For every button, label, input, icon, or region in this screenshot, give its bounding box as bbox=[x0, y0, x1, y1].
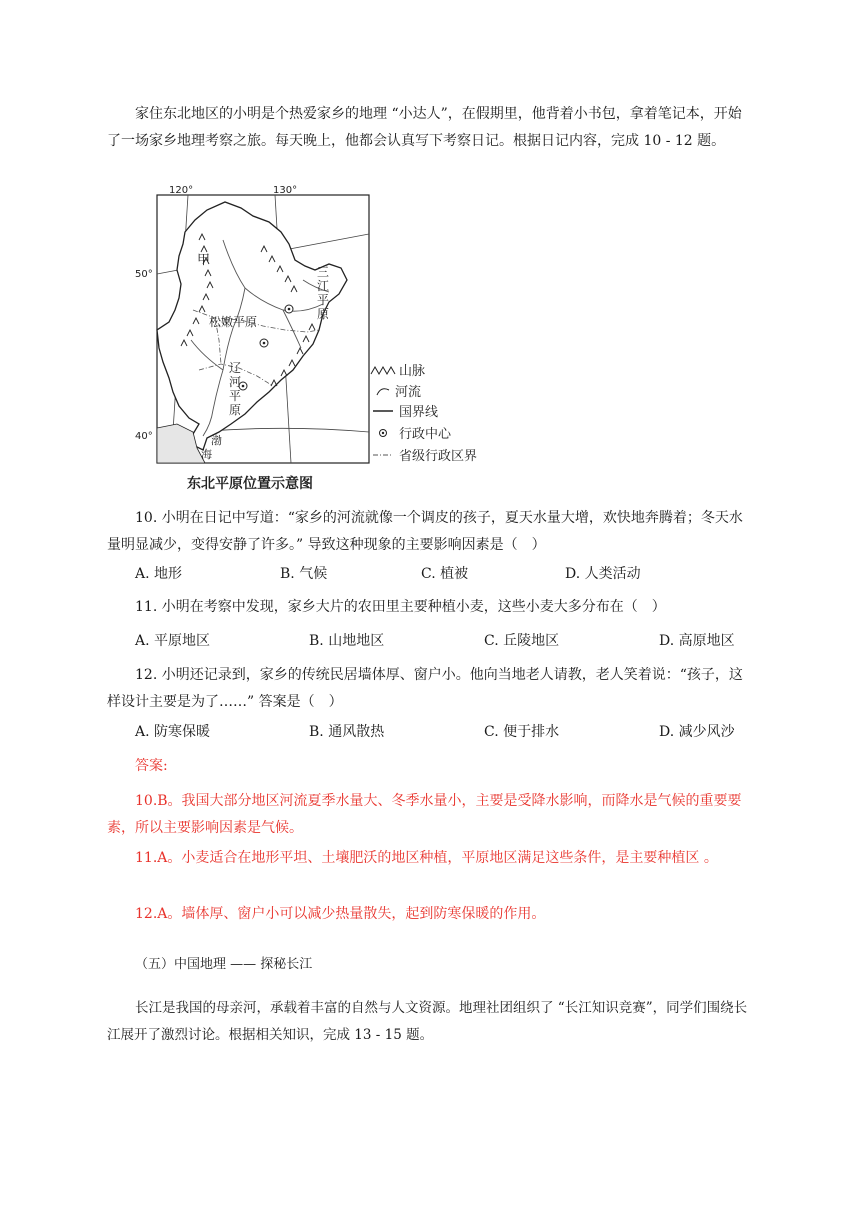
option-b[interactable]: B. 通风散热 bbox=[309, 724, 385, 740]
legend-border-label: 国界线 bbox=[399, 405, 439, 420]
option-c[interactable]: C. 丘陵地区 bbox=[484, 633, 560, 649]
label-sanjiang-plain: 江 bbox=[317, 279, 330, 293]
legend-admin-center-label: 行政中心 bbox=[399, 427, 452, 442]
option-b[interactable]: B. 气候 bbox=[280, 566, 328, 582]
answer-12: 12.A。墙体厚、窗户小可以减少热量散失，起到防寒保暖的作用。 bbox=[135, 906, 546, 922]
map-caption: 东北平原位置示意图 bbox=[187, 476, 313, 492]
label-liaohe-plain: 原 bbox=[229, 403, 242, 417]
label-bohai: 渤 bbox=[211, 434, 222, 447]
legend-river-label: 河流 bbox=[395, 385, 422, 400]
intro-paragraph: 家住东北地区的小明是个热爱家乡的地理 “小达人”，在假期里，他背着小书包，拿着笔记本，开始了一场家乡地理考察之旅。每天晚上，他都会认真写下考察日记。根据日记内容，完成 10 - 12 题。 bbox=[107, 106, 742, 149]
label-jia: 甲 bbox=[197, 253, 211, 268]
option-b[interactable]: B. 山地地区 bbox=[309, 633, 385, 649]
answer-11: 11.A。小麦适合在地形平坦、土壤肥沃的地区种植，平原地区满足这些条件，是主要种植区 。 bbox=[135, 850, 718, 866]
label-liaohe-plain: 平 bbox=[229, 389, 242, 403]
answer-10: 10.B。我国大部分地区河流夏季水量大、冬季水量小，主要是受降水影响，而降水是气候的重要要素，所以主要影响因素是气候。 bbox=[107, 793, 742, 836]
question-12-options bbox=[135, 719, 775, 746]
question-10-stem: 10. 小明在日记中写道：“家乡的河流就像一个调皮的孩子，夏天水量大增，欢快地奔腾着；冬天水量明显减少，变得安静了许多。” 导致这种现象的主要影响因素是（ ） bbox=[107, 510, 743, 553]
label-sanjiang-plain: 三 bbox=[317, 265, 330, 279]
legend-province-boundary-label: 省级行政区界 bbox=[399, 449, 478, 464]
northeast-plain-map bbox=[133, 180, 493, 496]
question-11-options bbox=[135, 628, 775, 655]
legend-mountain-label: 山脉 bbox=[399, 364, 426, 379]
label-songnen-plain: 松嫩平原 bbox=[209, 315, 258, 329]
label-sanjiang-plain: 平 bbox=[317, 293, 330, 307]
option-a[interactable]: A. 防寒保暖 bbox=[135, 724, 211, 740]
map-legend bbox=[371, 364, 477, 464]
section-intro-paragraph: 长江是我国的母亲河，承载着丰富的自然与人文资源。地理社团组织了 “长江知识竞赛”，同学们围绕长江展开了激烈讨论。根据相关知识，完成 13 - 15 题。 bbox=[107, 1000, 748, 1043]
label-sanjiang-plain: 原 bbox=[317, 307, 330, 321]
option-c[interactable]: C. 植被 bbox=[421, 566, 469, 582]
option-c[interactable]: C. 便于排水 bbox=[484, 724, 560, 740]
lat-label-40: 40° bbox=[135, 431, 153, 442]
lon-label-120: 120° bbox=[169, 185, 194, 196]
question-12-stem: 12. 小明还记录到，家乡的传统民居墙体厚、窗户小。他向当地老人请教，老人笑着说：“孩子，这样设计主要是为了……” 答案是（ ） bbox=[107, 667, 743, 710]
label-bohai: 海 bbox=[201, 448, 212, 461]
question-10-options bbox=[135, 561, 775, 588]
answers-label: 答案: bbox=[135, 758, 168, 774]
label-liaohe-plain: 河 bbox=[229, 375, 242, 389]
label-liaohe-plain: 辽 bbox=[229, 361, 242, 375]
option-d[interactable]: D. 人类活动 bbox=[565, 566, 641, 582]
lon-label-130: 130° bbox=[273, 185, 298, 196]
legend-river-icon bbox=[377, 389, 389, 395]
option-a[interactable]: A. 平原地区 bbox=[135, 633, 211, 649]
question-11-stem: 11. 小明在考察中发现，家乡大片的农田里主要种植小麦，这些小麦大多分布在（ ） bbox=[135, 599, 666, 615]
lat-label-50: 50° bbox=[135, 269, 153, 280]
section-title: （五）中国地理 —— 探秘长江 bbox=[135, 957, 313, 972]
option-a[interactable]: A. 地形 bbox=[135, 566, 183, 582]
option-d[interactable]: D. 减少风沙 bbox=[659, 724, 735, 740]
legend-mountain-icon bbox=[371, 367, 395, 374]
option-d[interactable]: D. 高原地区 bbox=[659, 633, 735, 649]
